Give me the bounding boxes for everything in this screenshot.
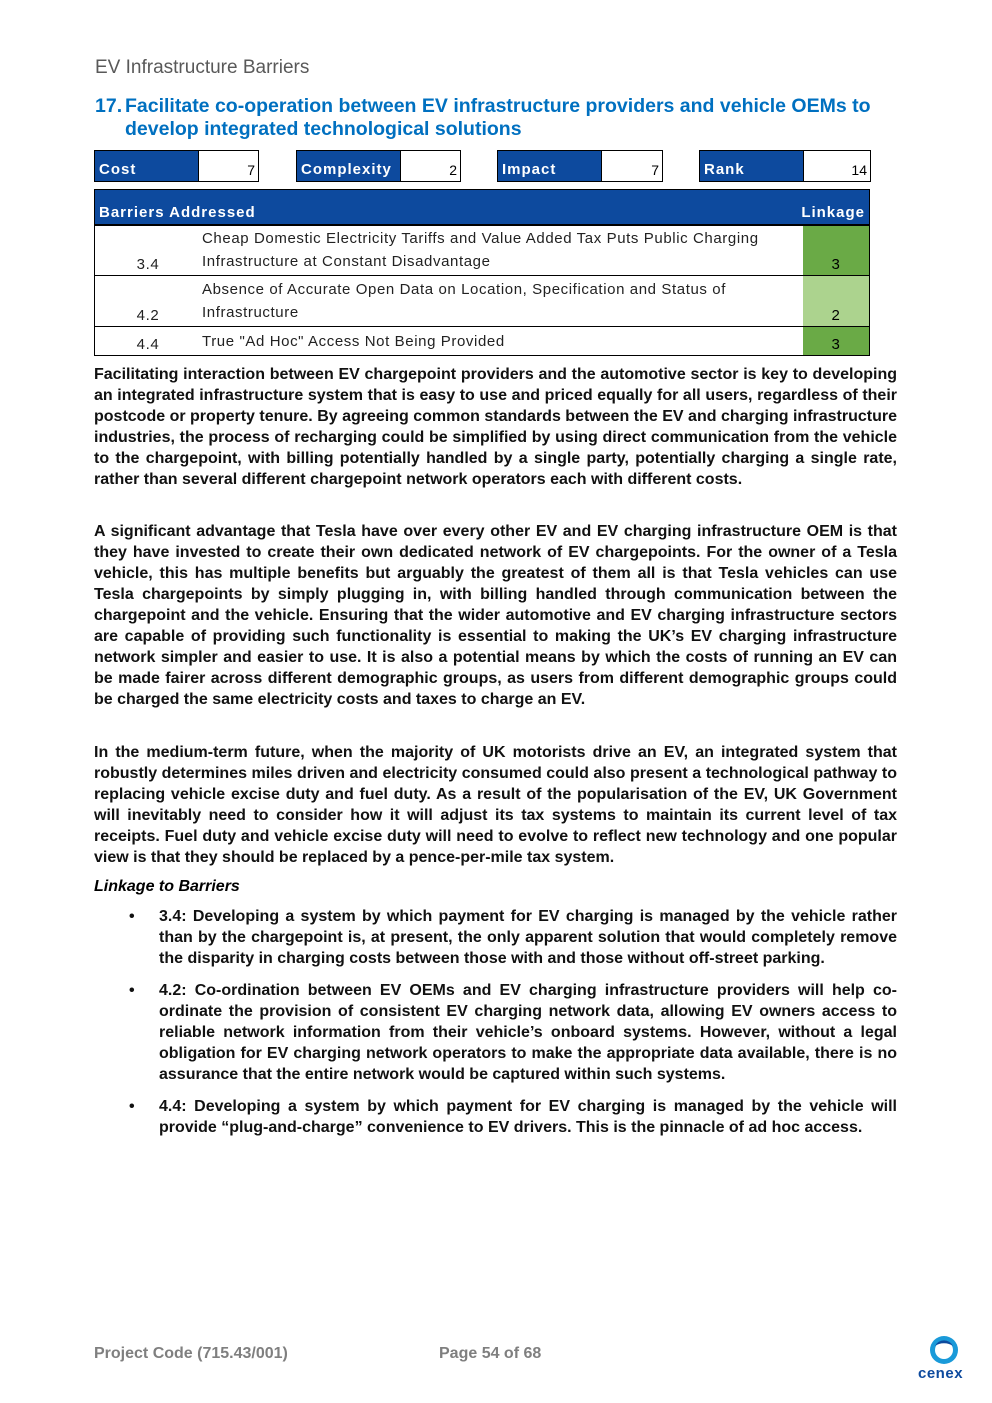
- section-title: [95, 95, 895, 141]
- logo-text: cenex: [918, 1365, 964, 1382]
- metric-rank-label: Rank: [700, 151, 804, 181]
- barrier-id: 4.2: [136, 307, 160, 324]
- barriers-header-label: Barriers Addressed: [99, 204, 256, 221]
- body-paragraph: In the medium-term future, when the majority of UK motorists drive an EV, an integrated system that robustly determines miles driven and electricity consumed could also present a technological pathway to replacing vehicle excise duty and fuel duty. As a result of the popularisation of the EV, UK Government will inevitably need to consider how it will adjust its tax systems to maintain its current level of tax receipts. Fuel duty and vehicle excise duty will need to evolve to reflect new technology and one popular view is that they should be replaced by a pence-per-mile tax system.: [94, 744, 897, 866]
- metric-rank: [699, 150, 871, 182]
- metric-complexity-label: Complexity: [297, 151, 401, 181]
- metric-cost-label: Cost: [95, 151, 199, 181]
- list-item: [94, 980, 897, 1085]
- list-item-text: 4.2: Co-ordination between EV OEMs and EV charging infrastructure providers will help co-ordinate the provision of consistent EV charging network data, allowing EV owners access to reliable network information from their vehicle’s onboard systems. However, without a legal obligation for EV charging network operators to make the appropriate data available, there is no assurance that the entire network would be captured within such systems.: [159, 982, 897, 1083]
- body-paragraph: A significant advantage that Tesla have over every other EV and EV charging infrastructure OEM is that they have invested to create their own dedicated network of EV chargepoints. For the owner of a Tesla vehicle, this has multiple benefits but arguably the greatest of them all is that Tesla vehicles can use Tesla chargepoints by simply plugging in, with billing handled through communication between the chargepoint and the vehicle. Ensuring that the wider automotive and EV charging infrastructure sectors are capable of providing such functionality is essential to making the UK’s EV charging infrastructure network simpler and easier to use. It is also a potential means by which the costs of running an EV can be made fairer across different demographic groups, as users from different demographic groups could be charged the same electricity costs and taxes to charge an EV.: [94, 523, 897, 708]
- bullet-icon: •: [129, 1098, 135, 1115]
- footer-page-number: Page 54 of 68: [439, 1345, 542, 1362]
- metric-cost-value: 7: [199, 151, 258, 181]
- section-number: 17.: [95, 95, 123, 117]
- barrier-description: Absence of Accurate Open Data on Location, Specification and Status of Infrastructure: [202, 281, 726, 321]
- table-row: [95, 225, 869, 275]
- metric-impact: [497, 150, 663, 182]
- barriers-table-header: [95, 190, 869, 225]
- footer-project-code: Project Code (715.43/001): [94, 1345, 288, 1362]
- barrier-id: 4.4: [136, 336, 160, 353]
- linkage-list: [94, 906, 897, 1149]
- barrier-linkage: 3: [803, 327, 869, 355]
- metrics-bar: [94, 150, 871, 182]
- linkage-heading: Linkage to Barriers: [94, 878, 240, 895]
- barrier-linkage: 2: [803, 276, 869, 326]
- barrier-description: True "Ad Hoc" Access Not Being Provided: [202, 333, 505, 350]
- barrier-description: Cheap Domestic Electricity Tariffs and Value Added Tax Puts Public Charging Infrastructure at Constant Disadvantage: [202, 230, 759, 270]
- table-row: [95, 326, 869, 355]
- metric-impact-value: 7: [602, 151, 662, 181]
- barrier-linkage: 3: [803, 226, 869, 275]
- page-header-title: EV Infrastructure Barriers: [95, 57, 310, 78]
- metric-rank-value: 14: [804, 151, 870, 181]
- list-item: [94, 1096, 897, 1138]
- table-row: [95, 275, 869, 326]
- metric-impact-label: Impact: [498, 151, 602, 181]
- barriers-table: [94, 189, 870, 356]
- linkage-header-label: Linkage: [801, 204, 865, 221]
- bullet-icon: •: [129, 908, 135, 925]
- list-item-text: 3.4: Developing a system by which payment for EV charging is managed by the vehicle rather than by the chargepoint is, at present, the only apparent solution that would completely remove the disparity in charging costs between those with and those without off-street parking.: [159, 908, 897, 967]
- list-item: [94, 906, 897, 969]
- body-paragraph: Facilitating interaction between EV chargepoint providers and the automotive sector is key to developing an integrated infrastructure system that is easy to use and priced equally for all users, regardless of their postcode or property tenure. By agreeing common standards between the EV and charging infrastructure industries, the process of recharging could be simplified by using direct communication from the vehicle to the chargepoint, with billing potentially handled by a single party, potentially charging a single rate, rather than several different chargepoint network operators each with different costs.: [94, 366, 897, 488]
- section-title-text: Facilitate co-operation between EV infrastructure providers and vehicle OEMs to develop integrated technological solutions: [125, 95, 871, 140]
- metric-complexity: [296, 150, 461, 182]
- metric-complexity-value: 2: [401, 151, 460, 181]
- barrier-id: 3.4: [136, 256, 160, 273]
- metric-cost: [94, 150, 259, 182]
- bullet-icon: •: [129, 982, 135, 999]
- list-item-text: 4.4: Developing a system by which payment for EV charging is managed by the vehicle will provide “plug-and-charge” convenience to EV drivers. This is the pinnacle of ad hoc access.: [159, 1098, 897, 1136]
